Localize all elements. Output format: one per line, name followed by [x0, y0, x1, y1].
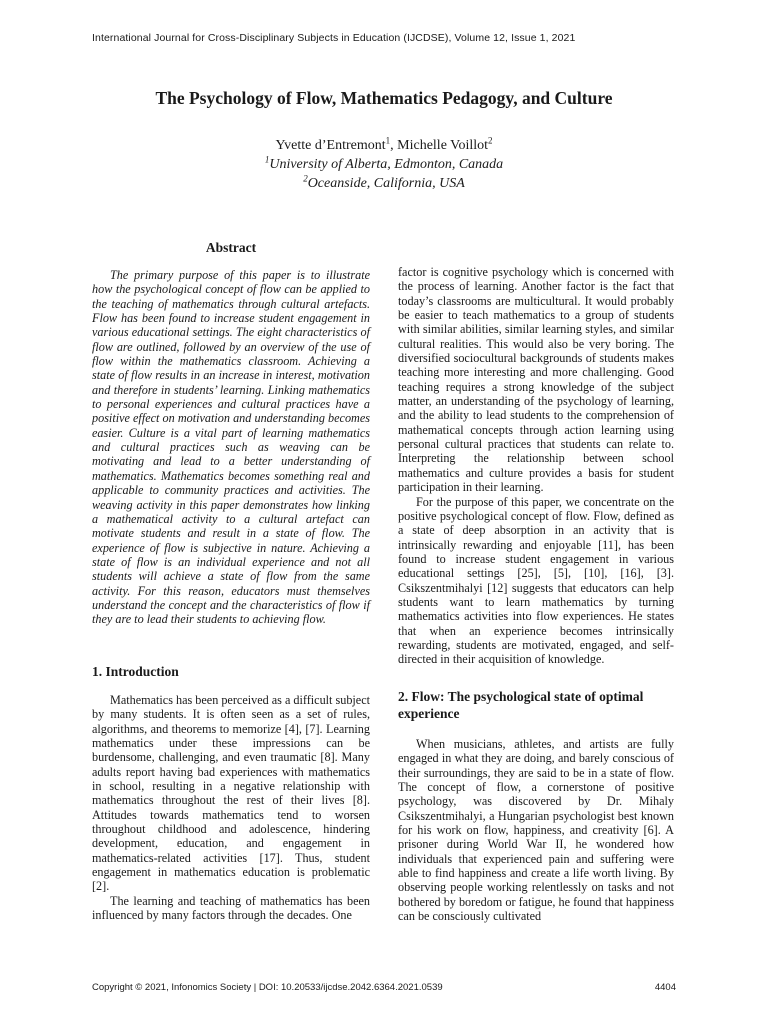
page-number: 4404	[654, 982, 676, 993]
body-paragraph: When musicians, athletes, and artists are fully engaged in what they are doing, and barely conscious of their surroundings, they are said to be in a state of flow. The concept of flow, a cornerstone of positive psychology, was discovered by Dr. Mihaly Csikszentmihalyi, a Hungarian psychologist best known for his work on flow, happiness, and creativity [6]. A prisoner during World War II, he wondered how individuals that experienced pain and suffering were able to find happiness and create a life worth living. By observing people working relentlessly on tasks and not bothered by boredom or fatigue, he found that happiness can be consciously cultivated	[398, 737, 674, 924]
abstract-body	[92, 268, 370, 627]
body-paragraph: The learning and teaching of mathematics has been influenced by many factors through the decades. One	[92, 893, 370, 923]
author-line	[0, 136, 768, 155]
introduction-body	[92, 693, 370, 923]
author-name: Yvette d’Entremont	[275, 138, 386, 153]
author-superscript: 1	[385, 135, 391, 146]
flow-section-body	[398, 737, 674, 923]
affiliation-text: Oceanside, California, USA	[307, 176, 465, 191]
abstract-heading: Abstract	[205, 240, 257, 255]
affiliation-superscript: 1	[264, 154, 270, 165]
affiliation-2	[0, 174, 768, 193]
body-paragraph: Mathematics has been perceived as a difficult subject by many students. It is often seen as a set of rules, algorithms, and theorems to memorize [4], [7]. Learning mathematics under these impressions can be burdensome, challenging, and even traumatic [8]. Many adults report having bad experiences with mathematics in school, resulting in a negative relationship with mathematics throughout the rest of their lives [8]. Attitudes towards mathematics tend to worsen throughout childhood and adolescence, hindering development, education, and engagement in mathematics-related activities [17]. Thus, student engagement in mathematics education is problematic [2].	[92, 693, 371, 894]
affiliation-1	[0, 155, 768, 174]
journal-header: International Journal for Cross-Disciplinary Subjects in Education (IJCDSE), Volume 12, Issue 1, 2021	[92, 32, 576, 44]
body-paragraph: factor is cognitive psychology which is concerned with the process of learning. Another factor is the fact that today’s classrooms are multicultural. It would probably be easier to teach mathematics to a group of students with similar abilities, similar learning styles, and similar cultural realities. This would also be very boring. The diversified sociocultural backgrounds of students makes teaching more interesting and more challenging. Good teaching requires a strong knowledge of the subject matter, an understanding of the psychology of learning, and the ability to lead students to the comprehension of mathematical concepts through action learning using personal cultural practices that students can relate to. Interpreting the relationship between school mathematics and culture provides a basis for student participation in their learning.	[398, 265, 674, 495]
author-block	[0, 136, 768, 193]
abstract-paragraph: The primary purpose of this paper is to illustrate how the psychological concept of flow can be applied to the teaching of mathematics through cultural artefacts. Flow has been found to increase student engagement in various educational settings. The eight characteristics of flow are outlined, followed by an overview of the use of flow within the mathematics classroom. Achieving a state of flow results in an increase in interest, motivation and therefore in students’ learning. Linking mathematics to personal experiences and cultural practices have a positive effect on motivation and understanding becomes easier. Culture is a vital part of learning mathematics and cultural practices such as weaving can be motivating and lead to a better understanding of mathematics. Mathematics becomes something real and applicable to community practices and activities. The weaving activity in this paper demonstrates how linking a mathematical activity to a cultural artefact can motivate students and result in a state of flow. The experience of flow is subjective in nature. Achieving a state of flow is an individual experience and not all students will achieve a state of flow from the same activity. For this reason, educators must themselves understand the concept and the characteristics of flow if they are to lead their students to achieving flow.	[92, 268, 370, 627]
right-column-body	[398, 265, 674, 667]
author-name: , Michelle Voillot	[390, 138, 489, 153]
section-heading-introduction: 1. Introduction	[92, 664, 179, 679]
paper-title: The Psychology of Flow, Mathematics Pedagogy, and Culture	[155, 88, 613, 108]
author-superscript: 2	[488, 135, 493, 146]
affiliation-text: University of Alberta, Edmonton, Canada	[269, 157, 504, 172]
body-paragraph: For the purpose of this paper, we concentrate on the positive psychological concept of flow. Flow, defined as a state of deep absorption in an activity that is intrinsically rewarding and enjoyable [11], has been found to increase student engagement in various educational settings [25], [5], [10], [16], [3]. Csikszentmihalyi [12] suggests that educators can help students want to learn mathematics by turning mathematics activities into flow experiences. He states that when an experience becomes intrinsically rewarding, students are motivated, engaged, and self-directed in their acquisition of knowledge.	[398, 494, 674, 667]
footer-copyright: Copyright © 2021, Infonomics Society | DOI: 10.20533/ijcdse.2042.6364.2021.0539	[92, 982, 443, 993]
affiliation-superscript: 2	[303, 173, 308, 184]
section-heading-flow: 2. Flow: The psychological state of optimal experience	[398, 689, 644, 721]
